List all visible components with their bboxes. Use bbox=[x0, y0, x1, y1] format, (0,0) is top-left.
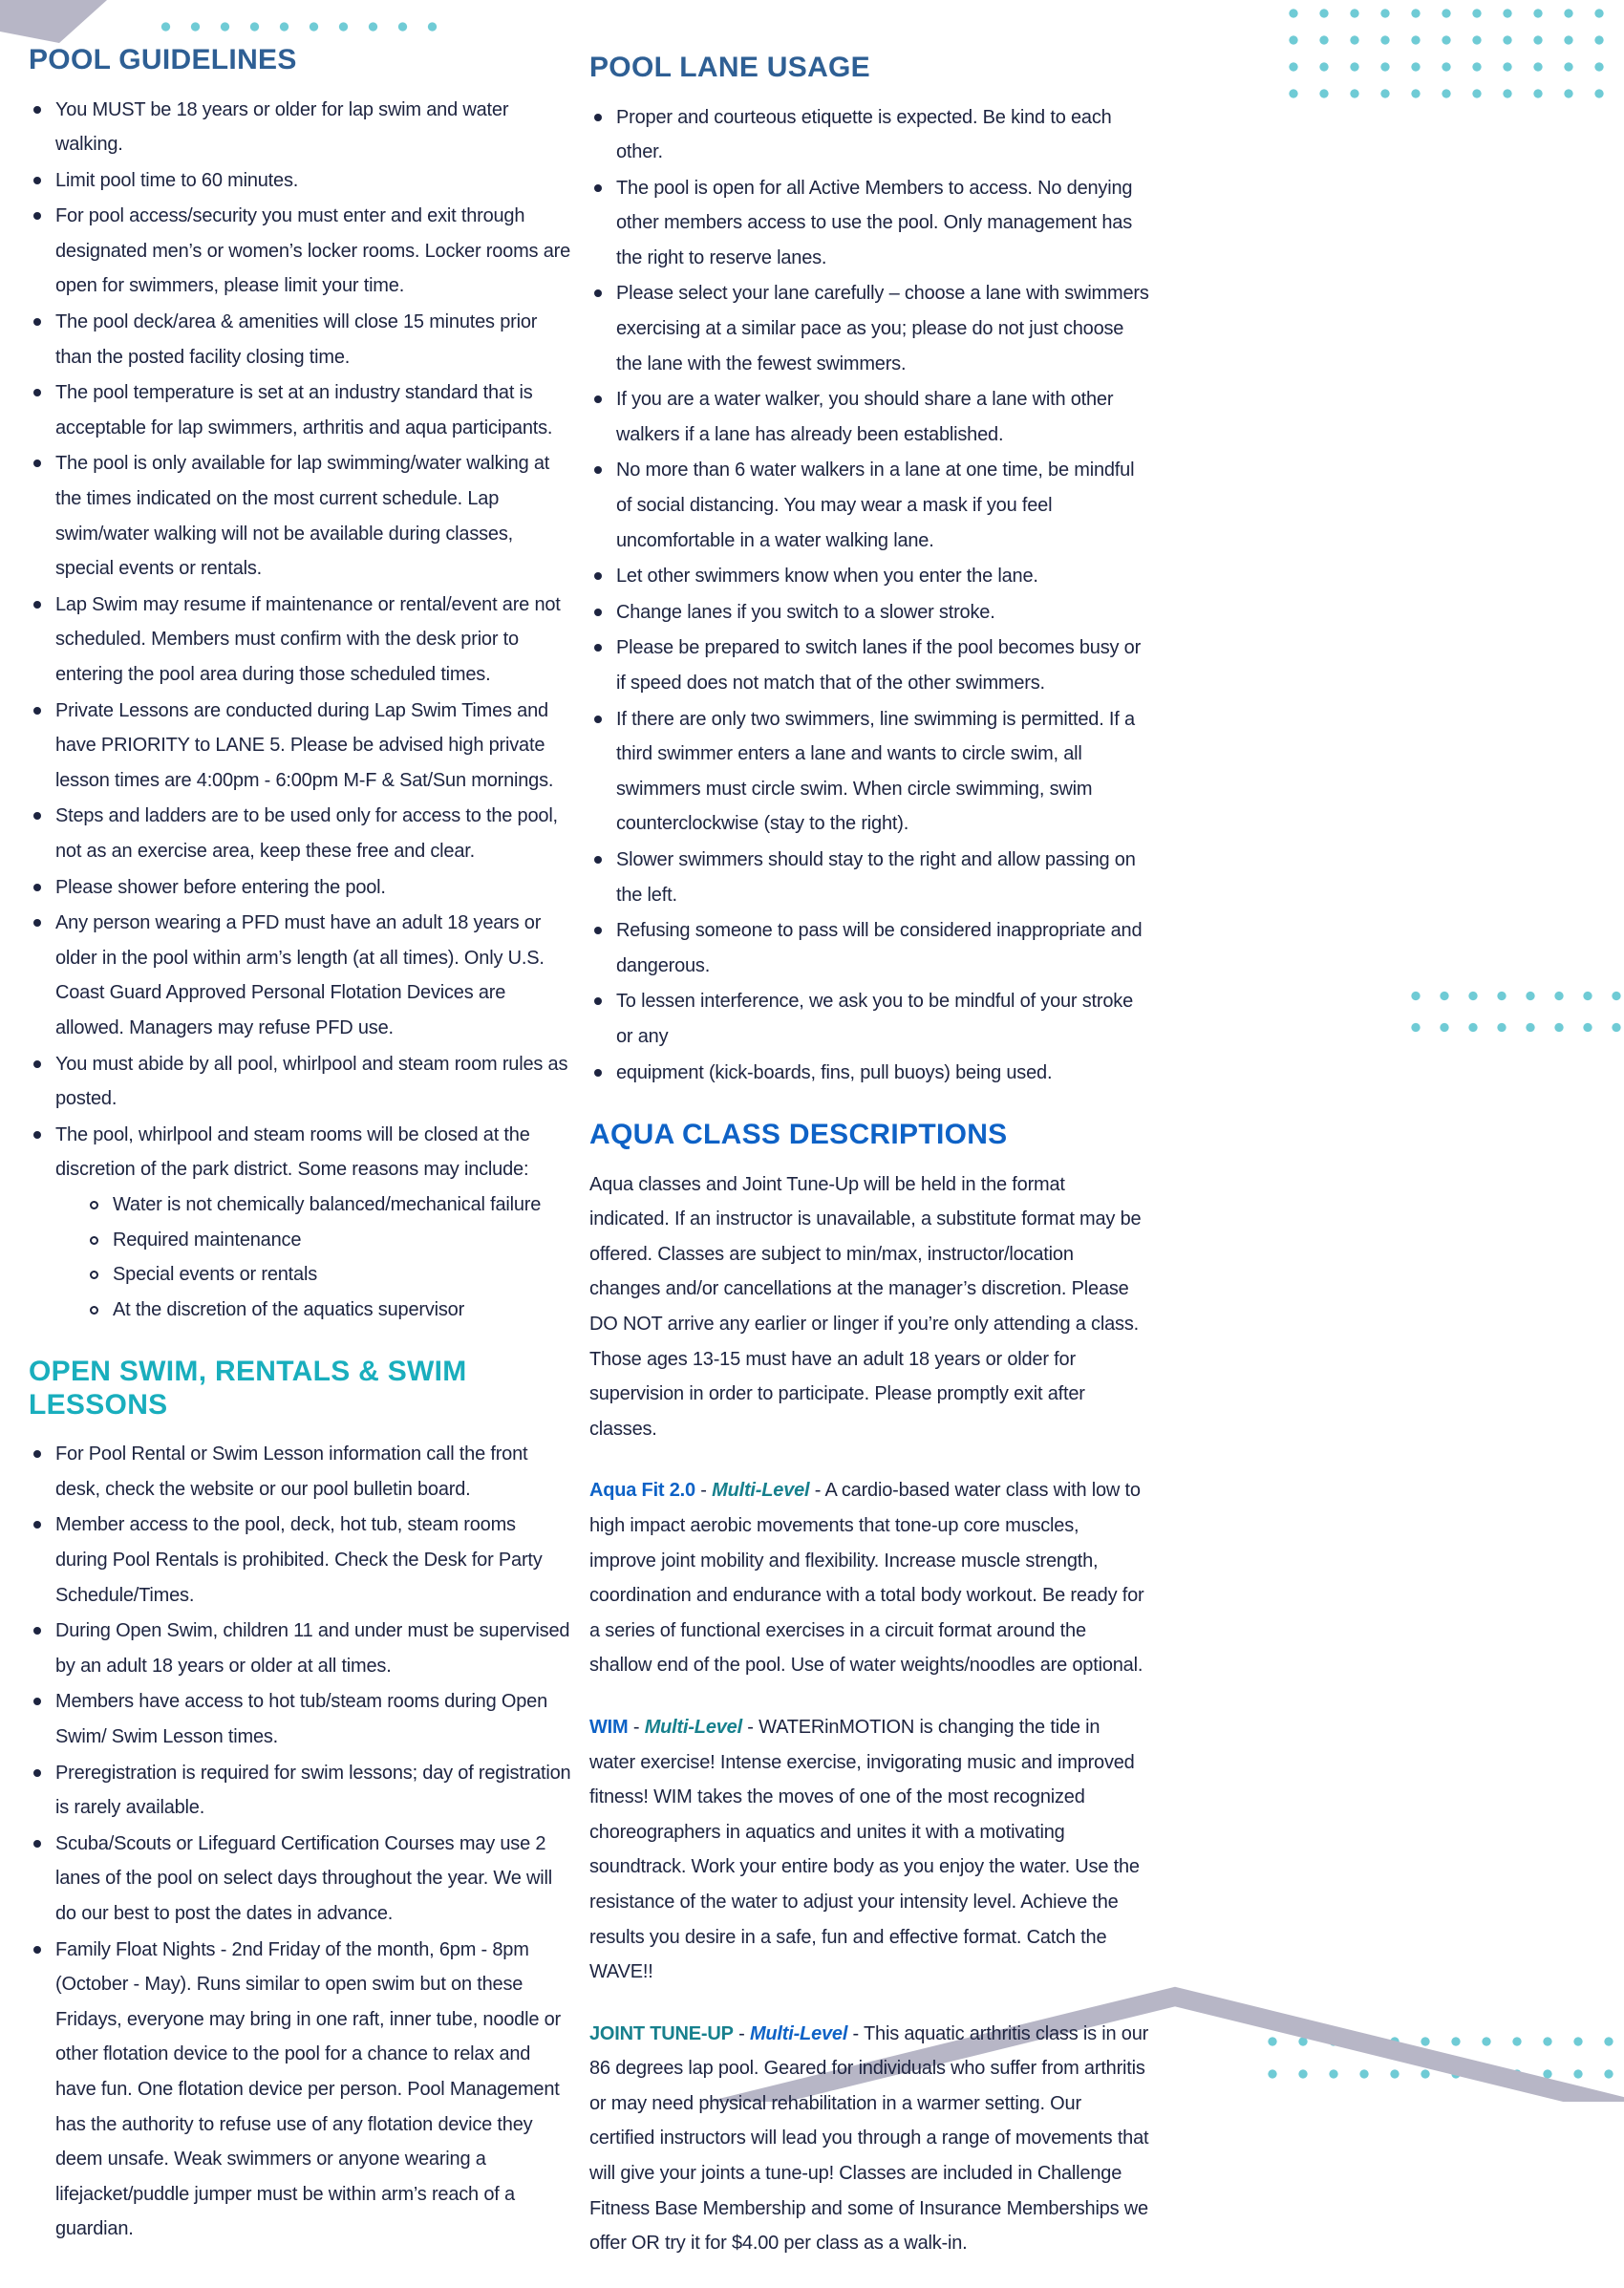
bullet-icon bbox=[33, 460, 41, 467]
list-item bbox=[589, 100, 1149, 170]
list-item bbox=[29, 375, 571, 445]
bullet-icon bbox=[33, 919, 41, 927]
sub-list-item bbox=[86, 1293, 571, 1328]
list-item-text: The pool, whirlpool and steam rooms will be closed at the discretion of the park district. Some reasons may include: bbox=[55, 1123, 530, 1181]
class-description-text: WATERinMOTION is changing the tide in water exercise! Intense exercise, invigorating music and improved fitness! WIM takes the moves of one of the most recognized choreographers in aquatics and unites it with a motivating soundtrack. Work your entire body as you enjoy the water. Use the resistance of the water to adjust your intensity level. Achieve the results you desire in a safe, fun and effective format. Catch the WAVE!! bbox=[589, 1716, 1140, 1983]
bullet-icon bbox=[33, 1946, 41, 1954]
list-item-text: During Open Swim, children 11 and under must be supervised by an adult 18 years or older at all times. bbox=[55, 1620, 570, 1677]
list-item bbox=[29, 163, 571, 199]
circle-bullet-icon bbox=[90, 1271, 98, 1279]
list-item bbox=[589, 843, 1149, 912]
list-item bbox=[589, 382, 1149, 452]
list-item-text: The pool is open for all Active Members to access. No denying other members access to use the pool. Only management has the right to reserve lanes. bbox=[616, 177, 1133, 268]
list-item bbox=[589, 913, 1149, 983]
list-item bbox=[29, 588, 571, 693]
right-column bbox=[589, 52, 1149, 2288]
list-item-text: Please be prepared to switch lanes if the pool becomes busy or if speed does not match that of the other swimmers. bbox=[616, 637, 1142, 694]
list-item-text: Private Lessons are conducted during Lap Swim Times and have PRIORITY to LANE 5. Please be advised high private lesson times are 4:00pm - 6:00pm M-F & Sat/Sun mornings. bbox=[55, 699, 554, 791]
list-item-text: Proper and courteous etiquette is expected. Be kind to each other. bbox=[616, 106, 1112, 163]
list-item-text: Lap Swim may resume if maintenance or rental/event are not scheduled. Members must confirm with the desk prior to entering the pool area during those scheduled times. bbox=[55, 593, 561, 685]
list-item-text: Limit pool time to 60 minutes. bbox=[55, 169, 299, 191]
bullet-icon bbox=[33, 884, 41, 891]
list-item-text: Member access to the pool, deck, hot tub, steam rooms during Pool Rentals is prohibited. Check the Desk for Party Schedule/Times. bbox=[55, 1514, 543, 1606]
bullet-icon bbox=[594, 716, 602, 723]
list-item-text: For Pool Rental or Swim Lesson information call the front desk, check the website or our pool bulletin board. bbox=[55, 1443, 528, 1500]
bullet-icon bbox=[33, 318, 41, 326]
pool-guidelines-list bbox=[29, 93, 571, 1328]
list-item-text: Please shower before entering the pool. bbox=[55, 876, 386, 898]
open-swim-list bbox=[29, 1437, 571, 2247]
separator: - bbox=[628, 1716, 645, 1738]
list-item-text: Any person wearing a PFD must have an adult 18 years or older in the pool within arm’s length (at all times). Only U.S. Coast Guard Approved Personal Flotation Devices are allowed. Managers may refuse PFD use. bbox=[55, 912, 545, 1038]
bullet-icon bbox=[594, 1069, 602, 1077]
list-item bbox=[29, 1047, 571, 1117]
sub-list-item-text: Water is not chemically balanced/mechanical failure bbox=[113, 1193, 542, 1215]
circle-bullet-icon bbox=[90, 1236, 98, 1245]
bullet-icon bbox=[594, 114, 602, 121]
list-item-text: Please select your lane carefully – choose a lane with swimmers exercising at a similar pace as you; please do not just choose the lane with the fewest swimmers. bbox=[616, 283, 1149, 374]
list-item bbox=[29, 1756, 571, 1826]
bullet-icon bbox=[594, 927, 602, 934]
class-name: JOINT TUNE-UP bbox=[589, 2022, 734, 2044]
list-item-text: Change lanes if you switch to a slower stroke. bbox=[616, 601, 995, 623]
bullet-icon bbox=[594, 289, 602, 297]
sub-list-item bbox=[86, 1257, 571, 1293]
class-name: Aqua Fit 2.0 bbox=[589, 1480, 695, 1502]
list-item-text: No more than 6 water walkers in a lane at one time, be mindful of social distancing. You may wear a mask if you feel uncomfortable in a water walking lane. bbox=[616, 460, 1135, 551]
list-item-text: Members have access to hot tub/steam rooms during Open Swim/ Swim Lesson times. bbox=[55, 1691, 548, 1748]
bullet-icon bbox=[594, 396, 602, 403]
section-title-pool-guidelines: POOL GUIDELINES bbox=[29, 44, 297, 75]
bullet-icon bbox=[33, 812, 41, 820]
bullet-icon bbox=[594, 572, 602, 580]
bullet-icon bbox=[33, 1769, 41, 1777]
list-item bbox=[29, 199, 571, 304]
list-item bbox=[29, 694, 571, 799]
sub-list-item-text: Special events or rentals bbox=[113, 1264, 318, 1286]
list-item bbox=[29, 93, 571, 162]
list-item bbox=[589, 171, 1149, 276]
left-column bbox=[29, 44, 571, 2248]
list-item bbox=[589, 276, 1149, 381]
list-item-text: To lessen interference, we ask you to be mindful of your stroke or any bbox=[616, 991, 1134, 1047]
list-item bbox=[589, 984, 1149, 1054]
bullet-icon bbox=[33, 1060, 41, 1068]
dots-grid-decoration bbox=[1278, 0, 1624, 107]
list-item bbox=[29, 906, 571, 1045]
bullet-icon bbox=[33, 1131, 41, 1139]
list-item-text: Slower swimmers should stay to the right and allow passing on the left. bbox=[616, 848, 1136, 906]
separator: - bbox=[847, 2022, 865, 2044]
dots-grid-decoration bbox=[1401, 980, 1624, 1043]
list-item bbox=[29, 1933, 571, 2247]
list-item bbox=[29, 1437, 571, 1507]
list-item-text: Steps and ladders are to be used only for access to the pool, not as an exercise area, keep these free and clear. bbox=[55, 805, 558, 862]
bullet-icon bbox=[33, 1627, 41, 1635]
sub-list-item-text: Required maintenance bbox=[113, 1229, 302, 1251]
bullet-icon bbox=[33, 601, 41, 609]
pool-lane-usage-list bbox=[589, 100, 1149, 1091]
sub-list-item-text: At the discretion of the aquatics supervisor bbox=[113, 1298, 465, 1320]
separator: - bbox=[809, 1480, 825, 1502]
section-title-open-swim: OPEN SWIM, RENTALS & SWIM LESSONS bbox=[29, 1356, 467, 1421]
list-item bbox=[29, 446, 571, 586]
bullet-icon bbox=[33, 212, 41, 220]
list-item bbox=[29, 799, 571, 868]
bullet-icon bbox=[33, 707, 41, 715]
bullet-icon bbox=[594, 466, 602, 474]
circle-bullet-icon bbox=[90, 1306, 98, 1315]
aqua-intro-paragraph: Aqua classes and Joint Tune-Up will be held in the format indicated. If an instructor is unavailable, a substitute format may be offered. Classes are subject to min/max, instructor/location changes and/or cancellations at the manager’s discretion. Please DO NOT arrive any earlier or linger if you’re only attending a class. Those ages 13-15 must have an adult 18 years or older for supervision in order to participate. Please promptly exit after classes. bbox=[589, 1173, 1142, 1440]
bullet-icon bbox=[33, 177, 41, 184]
list-item bbox=[589, 702, 1149, 842]
bullet-icon bbox=[33, 389, 41, 396]
separator: - bbox=[741, 1716, 759, 1738]
list-item bbox=[29, 1118, 571, 1328]
class-description-text: A cardio-based water class with low to high impact aerobic movements that tone-up core muscles, improve joint mobility and flexibility. Increase muscle strength, coordination and endurance with a total body workout. Be ready for a series of functional exercises in a circuit format around the shallow end of the pool. Use of water weights/noodles are optional. bbox=[589, 1480, 1144, 1677]
list-item bbox=[29, 870, 571, 906]
class-name: WIM bbox=[589, 1716, 629, 1738]
sub-bullet-list bbox=[55, 1187, 571, 1327]
list-item-text: Family Float Nights - 2nd Friday of the month, 6pm - 8pm (October - May). Runs similar to open swim but on these Fridays, everyone may bring in one raft, inner tube, noodle or other flotation device to the pool for a chance to relax and have fun. One flotation device per person. Pool Management has the authority to refuse use of any flotation device they deem unsafe. Weak swimmers or anyone wearing a lifejacket/puddle jumper must be within arm’s reach of a guardian. bbox=[55, 1938, 562, 2240]
list-item-text: Scuba/Scouts or Lifeguard Certification Courses may use 2 lanes of the pool on select days throughout the year. We will do our best to post the dates in advance. bbox=[55, 1832, 552, 1924]
bullet-icon bbox=[33, 1521, 41, 1529]
list-item bbox=[589, 559, 1149, 594]
sub-list-item bbox=[86, 1223, 571, 1258]
class-description-wim bbox=[589, 1710, 1149, 1990]
list-item-text: The pool temperature is set at an industry standard that is acceptable for lap swimmers, arthritis and aqua participants. bbox=[55, 382, 553, 438]
sub-list-item bbox=[86, 1187, 571, 1223]
class-description-joint-tune-up bbox=[589, 2017, 1149, 2261]
bullet-icon bbox=[33, 1840, 41, 1848]
bullet-icon bbox=[594, 184, 602, 192]
bullet-icon bbox=[594, 644, 602, 652]
list-item-text: Preregistration is required for swim lessons; day of registration is rarely available. bbox=[55, 1762, 571, 1819]
list-item bbox=[29, 1614, 571, 1683]
list-item-text: The pool is only available for lap swimming/water walking at the times indicated on the most current schedule. Lap swim/water walking will not be available during classes, special events or rentals. bbox=[55, 453, 550, 580]
list-item bbox=[589, 1056, 1149, 1091]
list-item-text: If you are a water walker, you should share a lane with other walkers if a lane has already been established. bbox=[616, 389, 1114, 445]
list-item bbox=[589, 595, 1149, 631]
class-level: Multi-Level bbox=[749, 2022, 848, 2044]
list-item bbox=[29, 1684, 571, 1754]
list-item-text: If there are only two swimmers, line swimming is permitted. If a third swimmer enters a lane and wants to circle swim, all swimmers must circle swim. When circle swimming, swim counterclockwise (stay to the right). bbox=[616, 708, 1135, 835]
bullet-icon bbox=[594, 856, 602, 864]
class-description-aqua-fit bbox=[589, 1473, 1149, 1683]
bullet-icon bbox=[33, 106, 41, 114]
list-item-text: You MUST be 18 years or older for lap swim and water walking. bbox=[55, 98, 509, 156]
list-item-text: Refusing someone to pass will be considered inappropriate and dangerous. bbox=[616, 920, 1143, 976]
list-item bbox=[29, 305, 571, 374]
class-description-text: This aquatic arthritis class is in our 86 degrees lap pool. Geared for individuals who suffer from arthritis or may need physical rehabilitation in a warmer setting. Our certified instructors will lead you through a range of movements that will give your joints a tune-up! Classes are included in Challenge Fitness Base Membership and some of Insurance Memberships we offer OR try it for $4.00 per class as a walk-in. bbox=[589, 2022, 1149, 2255]
list-item-text: You must abide by all pool, whirlpool and steam room rules as posted. bbox=[55, 1053, 568, 1110]
dots-row-decoration bbox=[151, 17, 447, 36]
list-item-text: For pool access/security you must enter and exit through designated men’s or women’s locker rooms. Locker rooms are open for swimmers, please limit your time. bbox=[55, 205, 571, 297]
bullet-icon bbox=[33, 1698, 41, 1705]
list-item bbox=[589, 631, 1149, 700]
class-level: Multi-Level bbox=[644, 1716, 742, 1738]
list-item bbox=[589, 453, 1149, 558]
separator: - bbox=[733, 2022, 750, 2044]
list-item-text: equipment (kick-boards, fins, pull buoys) being used. bbox=[616, 1061, 1053, 1083]
circle-bullet-icon bbox=[90, 1201, 98, 1209]
section-title-aqua-class-descriptions: AQUA CLASS DESCRIPTIONS bbox=[589, 1119, 1008, 1151]
list-item-text: Let other swimmers know when you enter the lane. bbox=[616, 566, 1038, 588]
bullet-icon bbox=[33, 1450, 41, 1458]
list-item bbox=[29, 1827, 571, 1932]
list-item-text: The pool deck/area & amenities will close 15 minutes prior than the posted facility closing time. bbox=[55, 311, 538, 368]
list-item bbox=[29, 1508, 571, 1613]
class-level: Multi-Level bbox=[712, 1480, 810, 1502]
bullet-icon bbox=[594, 609, 602, 616]
bullet-icon bbox=[594, 997, 602, 1005]
section-title-pool-lane-usage: POOL LANE USAGE bbox=[589, 52, 870, 83]
separator: - bbox=[694, 1480, 713, 1502]
